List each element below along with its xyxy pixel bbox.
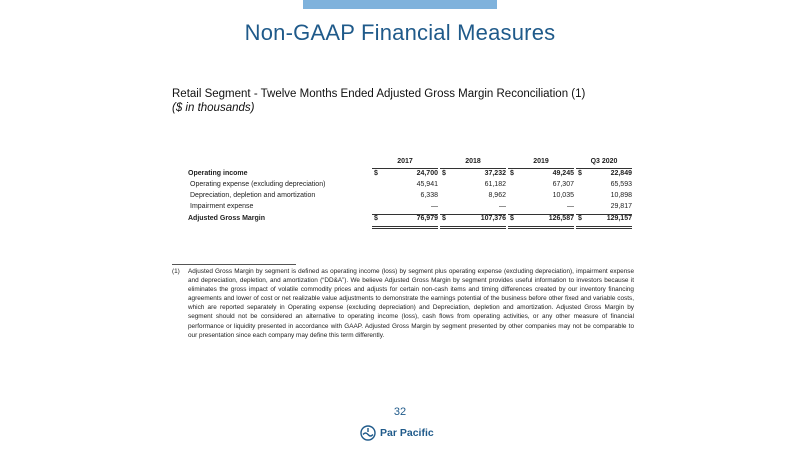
total-double-rule (372, 226, 438, 229)
row-label: Impairment expense (190, 203, 254, 210)
table-row (188, 181, 632, 192)
logo-text: Par Pacific (380, 427, 434, 439)
cell-value: 8,962 (488, 192, 506, 199)
cell-value: 67,307 (552, 181, 574, 188)
cell-value: — (499, 203, 506, 210)
total-double-rule (508, 226, 574, 229)
currency-symbol: $ (578, 215, 582, 222)
cell-value: 61,182 (484, 181, 506, 188)
cell-value: 65,593 (610, 181, 632, 188)
table-row (188, 203, 632, 214)
cell-value: 10,898 (610, 192, 632, 199)
row-label: Operating income (188, 170, 248, 177)
total-double-rule (576, 226, 632, 229)
currency-symbol: $ (442, 170, 446, 177)
col-header-2017: 2017 (397, 158, 413, 165)
currency-symbol: $ (374, 170, 378, 177)
cell-value: 76,979 (416, 215, 438, 222)
table-subtitle: Retail Segment - Twelve Months Ended Adjusted Gross Margin Reconciliation (1) (172, 88, 586, 100)
col-header-2019: 2019 (533, 158, 549, 165)
header-underline (440, 168, 506, 169)
table-row (188, 192, 632, 203)
slide-title: Non-GAAP Financial Measures (244, 20, 556, 45)
header-underline (508, 168, 574, 169)
col-header-q3-2020: Q3 2020 (590, 158, 618, 165)
cell-value: 45,941 (416, 181, 438, 188)
row-label: Adjusted Gross Margin (188, 215, 266, 222)
cell-value: — (431, 203, 438, 210)
company-logo (360, 424, 434, 442)
table-row (188, 170, 632, 181)
total-double-rule (440, 226, 506, 229)
cell-value: 6,338 (420, 192, 438, 199)
row-label: Depreciation, depletion and amortization (190, 192, 316, 199)
cell-value: 24,700 (416, 170, 438, 177)
footnote-marker: (1) (172, 268, 180, 275)
cell-value: 29,817 (610, 203, 632, 210)
footnote-separator (172, 264, 296, 265)
unit-note: ($ in thousands) (172, 102, 255, 114)
page-number: 32 (393, 406, 407, 418)
row-label: Operating expense (excluding depreciation) (190, 181, 326, 188)
cell-value: 126,587 (548, 215, 574, 222)
col-header-2018: 2018 (465, 158, 481, 165)
footnote-text: Adjusted Gross Margin by segment is defined as operating income (loss) by segment plus operating expense (excluding depreciation), impairment expense and depreciation, depletion, and amortization (“DD&A”). We believe Adjusted Gross Margin by segment provides useful information to investors because it eliminates the gross impact of volatile commodity prices and adjusts for certain non-cash items and timing differences created by our inventory financing agreements and lower of cost or net realizable value adjustments to demonstrate the earnings potential of the business before other fixed and variable costs, which are reported separately in Operating expense (excluding depreciation) and Depreciation, depletion and amortization. Adjusted Gross Margin by segment should not be considered an alternative to operating income (loss), cash flows from operating activities, or any other measure of financial performance or liquidity presented in accordance with GAAP. Adjusted Gross Margin by segment presented by other companies may not be comparable to our presentation since each company may define this term differently. (188, 268, 634, 339)
currency-symbol: $ (442, 215, 446, 222)
currency-symbol: $ (510, 215, 514, 222)
cell-value: 49,245 (552, 170, 574, 177)
currency-symbol: $ (578, 170, 582, 177)
table-row-total (188, 215, 632, 226)
currency-symbol: $ (510, 170, 514, 177)
currency-symbol: $ (374, 215, 378, 222)
header-underline (576, 168, 632, 169)
cell-value: 22,849 (610, 170, 632, 177)
par-pacific-logo-icon (360, 425, 376, 441)
cell-value: — (567, 203, 574, 210)
header-underline (372, 168, 438, 169)
top-accent-bar (303, 0, 497, 9)
cell-value: 37,232 (484, 170, 506, 177)
cell-value: 10,035 (552, 192, 574, 199)
cell-value: 129,157 (606, 215, 632, 222)
cell-value: 107,376 (480, 215, 506, 222)
